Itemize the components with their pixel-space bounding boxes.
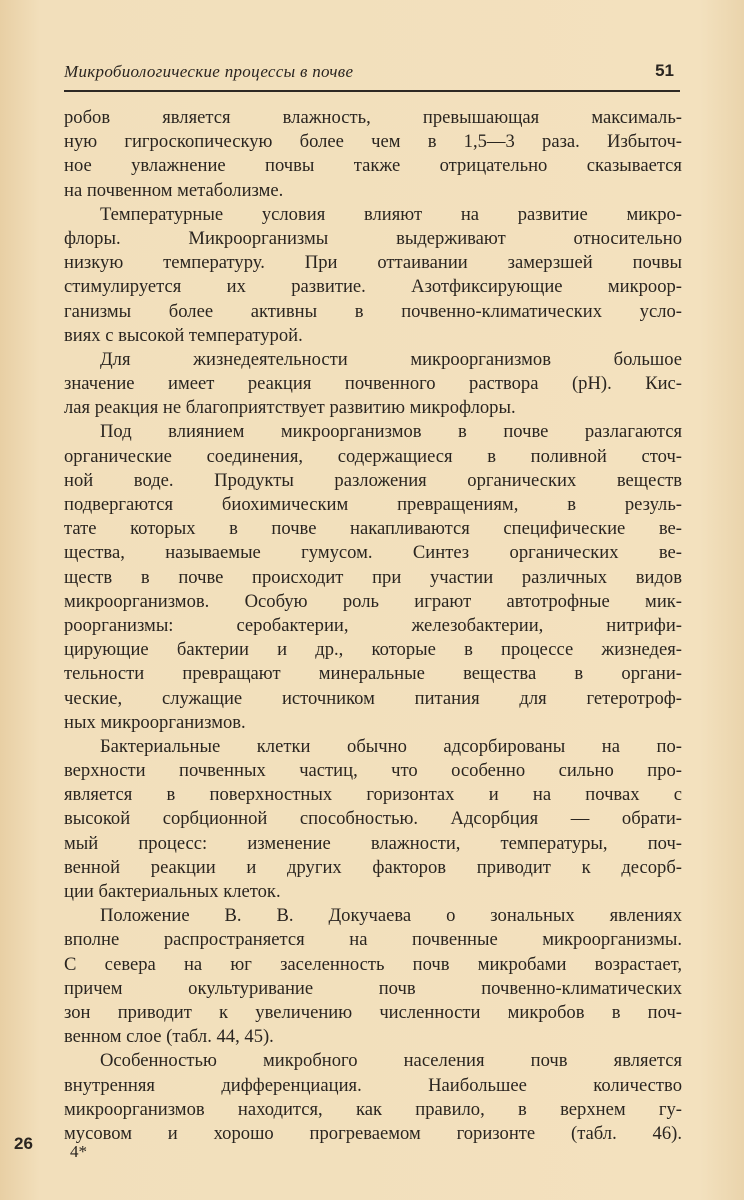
- text-line: зон приводит к увеличению численности микробов в поч-: [64, 1001, 682, 1023]
- text-line: тате которых в почве накапливаются специфические ве-: [64, 518, 682, 540]
- text-line: стимулируется их развитие. Азотфиксирующие микроор-: [64, 276, 682, 298]
- text-line: ществ в почве происходит при участии различных видов: [64, 566, 682, 588]
- header-rule: [64, 90, 680, 92]
- text-line: виях с высокой температурой.: [64, 324, 303, 346]
- text-line: тельности превращают минеральные вещества в органи-: [64, 663, 682, 685]
- text-line: верхности почвенных частиц, что особенно сильно про-: [64, 760, 682, 782]
- text-line: вполне распространяется на почвенные микроорганизмы.: [64, 929, 682, 951]
- text-line: ных микроорганизмов.: [64, 711, 246, 733]
- text-line: подвергаются биохимическим превращениям, в резуль-: [64, 494, 682, 515]
- text-line: мый процесс: изменение влажности, температуры, поч-: [64, 832, 682, 854]
- text-line: низкую температуру. При оттаивании замерзшей почвы: [64, 252, 682, 274]
- text-line: ной воде. Продукты разложения органических веществ: [64, 469, 682, 491]
- page-header: [64, 60, 680, 90]
- text-line: микроорганизмов. Особую роль играют автотрофные мик-: [64, 590, 682, 612]
- text-line: Температурные условия влияют на развитие микро-: [100, 203, 682, 225]
- text-line: ции бактериальных клеток.: [64, 881, 281, 902]
- running-title: Микробиологические процессы в почве: [64, 62, 354, 81]
- text-line: микроорганизмов находится, как правило, в верхнем гу-: [64, 1098, 682, 1120]
- text-line: цирующие бактерии и др., которые в процессе жизнедея-: [64, 639, 682, 661]
- text-line: С севера на юг заселенность почв микробами возрастает,: [64, 953, 682, 975]
- text-line: органические соединения, содержащиеся в поливной сточ-: [64, 445, 682, 467]
- text-line: является в поверхностных горизонтах и на почвах с: [64, 784, 682, 806]
- text-line: Под влиянием микроорганизмов в почве разлагаются: [100, 421, 682, 443]
- text-line: Положение В. В. Докучаева о зональных явлениях: [100, 905, 682, 927]
- page-number: 51: [655, 61, 674, 80]
- text-line: высокой сорбционной способностью. Адсорбция — обрати-: [64, 808, 682, 830]
- text-line: Бактериальные клетки обычно адсорбированы на по-: [100, 735, 682, 757]
- body-text: [64, 106, 682, 1146]
- edge-mark: 26: [14, 1134, 33, 1153]
- text-line: Для жизнедеятельности микроорганизмов большое: [100, 348, 682, 370]
- text-line: венной реакции и других факторов приводит к десорб-: [64, 856, 682, 878]
- text-line: лая реакция не благоприятствует развитию микрофлоры.: [64, 397, 516, 419]
- text-line: внутренняя дифференциация. Наибольшее количество: [64, 1074, 682, 1096]
- text-line: значение имеет реакция почвенного раствора (рН). Кис-: [64, 373, 682, 395]
- text-line: ное увлажнение почвы также отрицательно сказывается: [64, 155, 682, 177]
- text-line: причем окультуривание почв почвенно-климатических: [64, 977, 682, 999]
- text-line: мусовом и хорошо прогреваемом горизонте (табл. 46).: [64, 1122, 682, 1144]
- text-line: щества, называемые гумусом. Синтез органических ве-: [64, 542, 682, 564]
- text-line: венном слое (табл. 44, 45).: [64, 1026, 274, 1048]
- text-line: ганизмы более активны в почвенно-климатических усло-: [64, 300, 682, 322]
- text-line: робов является влажность, превышающая максималь-: [64, 107, 682, 128]
- text-line: ную гигроскопическую более чем в 1,5—3 раза. Избыточ-: [64, 131, 682, 153]
- text-line: ческие, служащие источником питания для гетеротроф-: [64, 687, 682, 709]
- text-line: на почвенном метаболизме.: [64, 179, 284, 201]
- text-line: Особенностью микробного населения почв является: [100, 1050, 682, 1072]
- signature-mark: 4*: [70, 1142, 87, 1161]
- text-line: роорганизмы: серобактерии, железобактерии, нитрифи-: [64, 614, 682, 636]
- text-line: флоры. Микроорганизмы выдерживают относительно: [64, 227, 682, 249]
